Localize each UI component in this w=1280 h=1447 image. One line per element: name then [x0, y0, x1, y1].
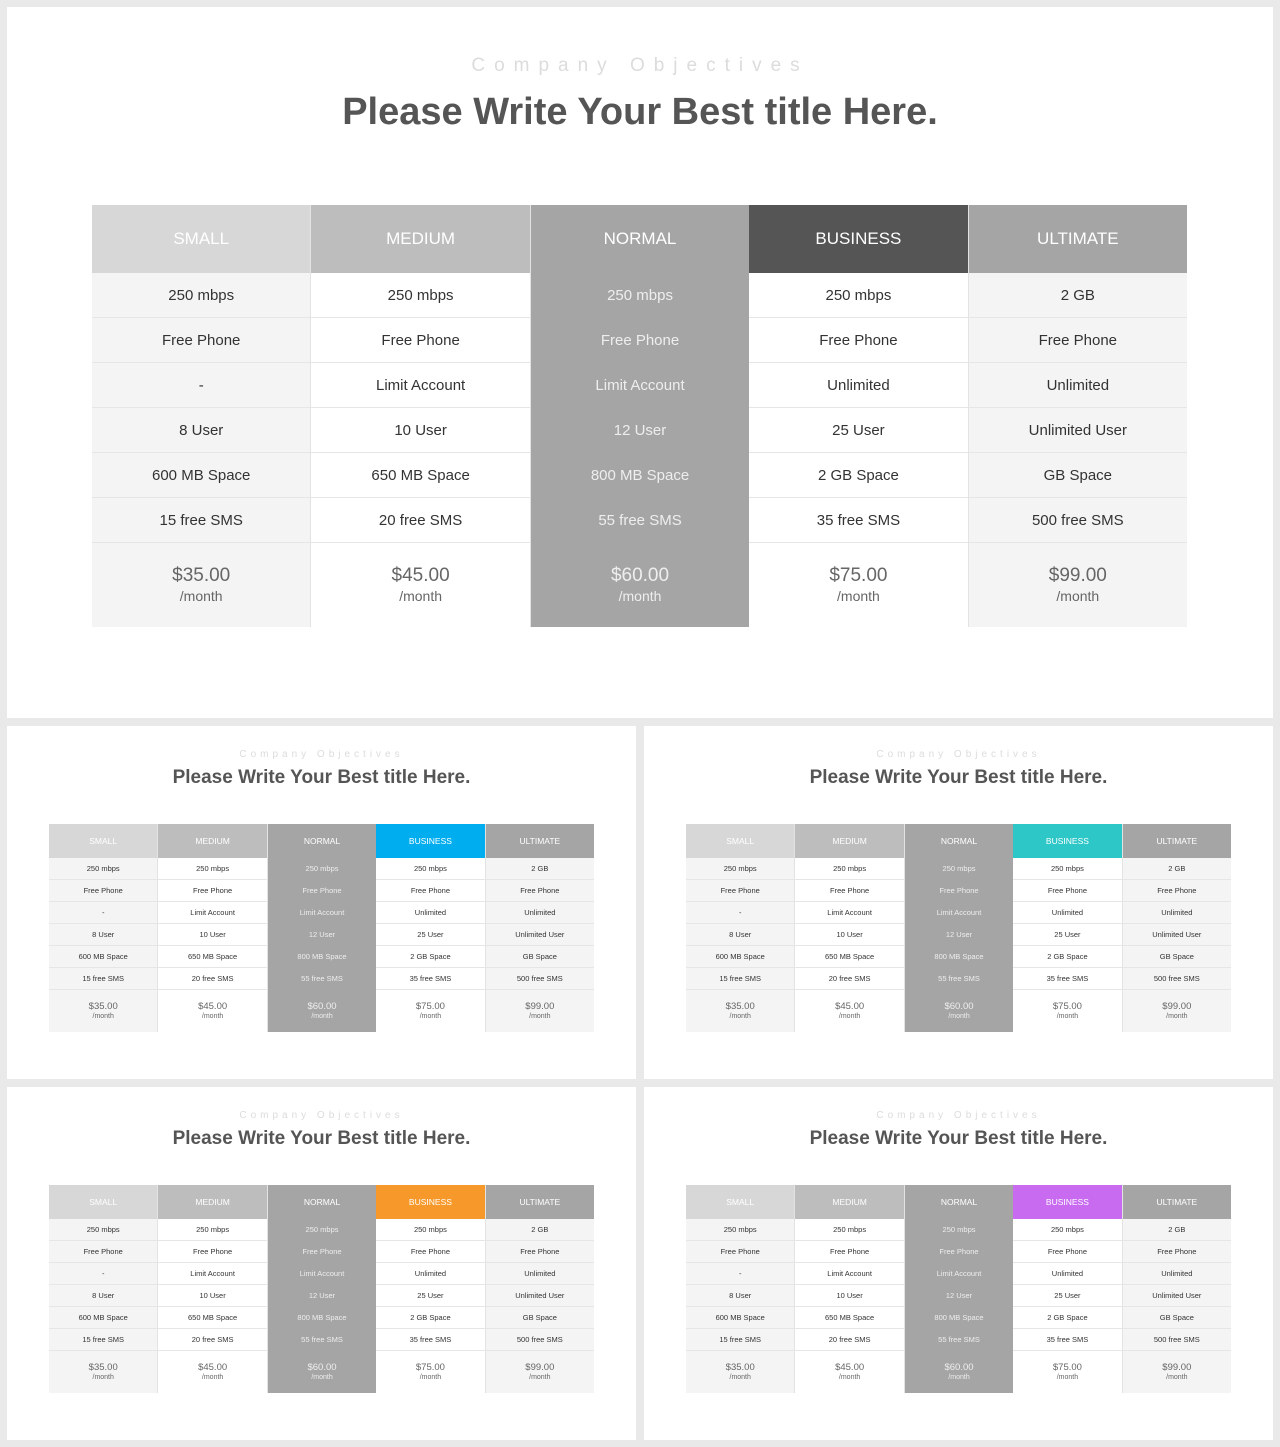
plan-feature-sms: 35 free SMS: [376, 1329, 484, 1351]
plan-feature-sms: 15 free SMS: [92, 498, 310, 543]
plan-feature-phone: Free Phone: [905, 880, 1013, 902]
plan-header: ULTIMATE: [969, 205, 1187, 273]
plan-period: /month: [179, 588, 223, 604]
plan-price: $75.00: [415, 1362, 445, 1374]
plan-feature-sms: 20 free SMS: [795, 1329, 903, 1351]
plan-header: NORMAL: [905, 1185, 1013, 1219]
plan-feature-account: Unlimited: [969, 363, 1187, 408]
plan-price: $75.00: [1052, 1001, 1082, 1013]
plan-column-normal: [905, 1185, 1013, 1393]
plan-column-small: [92, 205, 311, 627]
plan-feature-users: 8 User: [49, 1285, 157, 1307]
pricing-table: [49, 1185, 594, 1393]
plan-feature-speed: 250 mbps: [686, 1219, 794, 1241]
plan-feature-account: Limit Account: [268, 902, 376, 924]
plan-header: ULTIMATE: [1123, 1185, 1231, 1219]
plan-feature-account: Limit Account: [531, 363, 749, 408]
plan-price-block: [1013, 990, 1121, 1032]
plan-column-normal: [268, 824, 376, 1032]
plan-header: ULTIMATE: [486, 1185, 594, 1219]
plan-feature-users: 10 User: [795, 1285, 903, 1307]
plan-header: SMALL: [92, 205, 310, 273]
plan-feature-space: 650 MB Space: [158, 946, 266, 968]
plan-price-block: [905, 1351, 1013, 1393]
plan-price: $60.00: [944, 1362, 974, 1374]
plan-feature-speed: 250 mbps: [158, 858, 266, 880]
plan-feature-space: 800 MB Space: [905, 946, 1013, 968]
plan-feature-sms: 500 free SMS: [969, 498, 1187, 543]
plan-period: /month: [618, 588, 662, 604]
plan-feature-phone: Free Phone: [49, 1241, 157, 1263]
plan-feature-space: GB Space: [486, 946, 594, 968]
plan-price-block: [311, 543, 529, 627]
plan-feature-account: Unlimited: [486, 902, 594, 924]
plan-feature-users: 12 User: [531, 408, 749, 453]
plan-period: /month: [1166, 1373, 1188, 1381]
plan-feature-speed: 250 mbps: [376, 1219, 484, 1241]
plan-feature-account: -: [92, 363, 310, 408]
plan-header: MEDIUM: [795, 824, 903, 858]
plan-feature-phone: Free Phone: [49, 880, 157, 902]
plan-header: ULTIMATE: [1123, 824, 1231, 858]
plan-header: ULTIMATE: [486, 824, 594, 858]
plan-feature-users: 10 User: [311, 408, 529, 453]
plan-feature-speed: 250 mbps: [158, 1219, 266, 1241]
plan-price: $45.00: [835, 1001, 865, 1013]
plan-price-block: [376, 1351, 484, 1393]
plan-header: BUSINESS: [376, 1185, 484, 1219]
plan-feature-sms: 55 free SMS: [268, 968, 376, 990]
plan-period: /month: [92, 1373, 114, 1381]
plan-feature-space: 600 MB Space: [686, 1307, 794, 1329]
plan-header: BUSINESS: [1013, 1185, 1121, 1219]
plan-header: NORMAL: [531, 205, 749, 273]
plan-price: $35.00: [172, 565, 231, 587]
plan-price: $99.00: [1162, 1362, 1192, 1374]
plan-feature-space: 800 MB Space: [268, 1307, 376, 1329]
plan-price-block: [1013, 1351, 1121, 1393]
plan-price: $60.00: [307, 1362, 337, 1374]
plan-feature-phone: Free Phone: [749, 318, 967, 363]
plan-column-small: [686, 824, 795, 1032]
plan-column-small: [49, 1185, 158, 1393]
plan-feature-sms: 55 free SMS: [531, 498, 749, 543]
slide-title: Please Write Your Best title Here.: [172, 1128, 471, 1149]
plan-period: /month: [201, 1373, 224, 1381]
plan-feature-users: 10 User: [158, 924, 266, 946]
plan-price: $35.00: [88, 1001, 118, 1013]
slide-variant-teal: [644, 726, 1273, 1079]
plan-period: /month: [729, 1012, 751, 1020]
plan-feature-users: 8 User: [92, 408, 310, 453]
plan-column-ultimate: [486, 1185, 594, 1393]
plan-feature-phone: Free Phone: [905, 1241, 1013, 1263]
plan-feature-phone: Free Phone: [486, 880, 594, 902]
plan-feature-account: Limit Account: [311, 363, 529, 408]
plan-header: MEDIUM: [158, 1185, 266, 1219]
plan-feature-sms: 500 free SMS: [486, 1329, 594, 1351]
slide-variant-blue: [7, 726, 636, 1079]
plan-feature-phone: Free Phone: [376, 880, 484, 902]
plan-header: NORMAL: [268, 824, 376, 858]
slide-subtitle: Company Objectives: [239, 749, 404, 760]
plan-feature-sms: 20 free SMS: [311, 498, 529, 543]
slide-title: Please Write Your Best title Here.: [809, 1128, 1108, 1149]
plan-feature-sms: 15 free SMS: [686, 968, 794, 990]
plan-feature-sms: 15 free SMS: [49, 968, 157, 990]
plan-price-block: [905, 990, 1013, 1032]
plan-feature-sms: 35 free SMS: [1013, 968, 1121, 990]
slide-subtitle: Company Objectives: [876, 749, 1041, 760]
plan-price: $35.00: [725, 1362, 755, 1374]
plan-feature-sms: 20 free SMS: [158, 968, 266, 990]
plan-feature-users: Unlimited User: [969, 408, 1187, 453]
plan-feature-sms: 35 free SMS: [376, 968, 484, 990]
plan-feature-users: 12 User: [905, 1285, 1013, 1307]
plan-header: MEDIUM: [311, 205, 529, 273]
plan-price: $60.00: [610, 565, 670, 587]
plan-column-normal: [531, 205, 749, 627]
plan-feature-speed: 2 GB: [1123, 858, 1231, 880]
plan-header: SMALL: [49, 1185, 157, 1219]
plan-feature-speed: 250 mbps: [268, 858, 376, 880]
plan-period: /month: [419, 1373, 442, 1381]
plan-feature-users: Unlimited User: [486, 924, 594, 946]
plan-feature-speed: 2 GB: [969, 273, 1187, 318]
slide-title: Please Write Your Best title Here.: [172, 767, 471, 788]
plan-feature-speed: 250 mbps: [376, 858, 484, 880]
plan-price-block: [49, 990, 157, 1032]
plan-feature-users: 12 User: [268, 924, 376, 946]
plan-column-business: [376, 1185, 485, 1393]
plan-price-block: [158, 990, 266, 1032]
plan-header: SMALL: [686, 824, 794, 858]
plan-feature-speed: 2 GB: [1123, 1219, 1231, 1241]
plan-column-small: [686, 1185, 795, 1393]
slide-main: [7, 7, 1273, 718]
plan-column-normal: [905, 824, 1013, 1032]
plan-feature-account: Limit Account: [158, 902, 266, 924]
plan-feature-space: 650 MB Space: [795, 946, 903, 968]
plan-feature-users: 25 User: [749, 408, 967, 453]
plan-header: NORMAL: [905, 824, 1013, 858]
plan-feature-sms: 20 free SMS: [158, 1329, 266, 1351]
plan-feature-speed: 250 mbps: [1013, 1219, 1121, 1241]
plan-column-ultimate: [1123, 824, 1231, 1032]
plan-feature-space: 600 MB Space: [686, 946, 794, 968]
plan-feature-account: Unlimited: [376, 902, 484, 924]
plan-feature-speed: 250 mbps: [686, 858, 794, 880]
plan-column-medium: [158, 824, 267, 1032]
plan-price-block: [268, 990, 376, 1032]
plan-feature-account: Unlimited: [1013, 902, 1121, 924]
plan-feature-account: Limit Account: [795, 1263, 903, 1285]
plan-price: $45.00: [198, 1362, 228, 1374]
plan-price-block: [1123, 990, 1231, 1032]
plan-feature-phone: Free Phone: [531, 318, 749, 363]
plan-price: $99.00: [1048, 565, 1107, 587]
plan-feature-users: 25 User: [1013, 1285, 1121, 1307]
plan-feature-speed: 250 mbps: [49, 858, 157, 880]
plan-feature-sms: 55 free SMS: [268, 1329, 376, 1351]
plan-column-ultimate: [1123, 1185, 1231, 1393]
plan-feature-phone: Free Phone: [311, 318, 529, 363]
plan-header: BUSINESS: [376, 824, 484, 858]
plan-feature-phone: Free Phone: [1123, 1241, 1231, 1263]
plan-feature-space: 650 MB Space: [795, 1307, 903, 1329]
plan-feature-speed: 250 mbps: [268, 1219, 376, 1241]
plan-column-medium: [158, 1185, 267, 1393]
plan-period: /month: [92, 1012, 114, 1020]
plan-feature-account: -: [49, 1263, 157, 1285]
plan-feature-space: GB Space: [1123, 946, 1231, 968]
plan-feature-phone: Free Phone: [92, 318, 310, 363]
plan-feature-space: 600 MB Space: [49, 946, 157, 968]
pricing-table: [686, 824, 1231, 1032]
plan-feature-account: Unlimited: [486, 1263, 594, 1285]
plan-feature-phone: Free Phone: [686, 1241, 794, 1263]
plan-feature-account: -: [686, 1263, 794, 1285]
plan-feature-speed: 250 mbps: [749, 273, 967, 318]
plan-header: SMALL: [49, 824, 157, 858]
plan-feature-speed: 250 mbps: [795, 1219, 903, 1241]
plan-feature-account: Unlimited: [749, 363, 967, 408]
plan-period: /month: [311, 1012, 333, 1020]
plan-price-block: [376, 990, 484, 1032]
plan-feature-users: Unlimited User: [1123, 1285, 1231, 1307]
plan-feature-account: Limit Account: [158, 1263, 266, 1285]
plan-period: /month: [529, 1012, 551, 1020]
plan-header: BUSINESS: [1013, 824, 1121, 858]
plan-price-block: [1123, 1351, 1231, 1393]
plan-feature-users: 10 User: [795, 924, 903, 946]
plan-feature-users: 8 User: [686, 924, 794, 946]
plan-price-block: [531, 543, 749, 627]
plan-price: $75.00: [415, 1001, 445, 1013]
slide-title: Please Write Your Best title Here.: [342, 91, 938, 133]
plan-feature-speed: 250 mbps: [795, 858, 903, 880]
plan-feature-space: GB Space: [1123, 1307, 1231, 1329]
plan-feature-speed: 250 mbps: [905, 1219, 1013, 1241]
plan-feature-phone: Free Phone: [795, 1241, 903, 1263]
slide-subtitle: Company Objectives: [239, 1110, 404, 1121]
plan-feature-account: -: [686, 902, 794, 924]
plan-period: /month: [838, 1012, 861, 1020]
pricing-table: [49, 824, 594, 1032]
plan-feature-phone: Free Phone: [969, 318, 1187, 363]
plan-feature-space: GB Space: [969, 453, 1187, 498]
plan-price-block: [49, 1351, 157, 1393]
plan-feature-sms: 15 free SMS: [49, 1329, 157, 1351]
plan-column-ultimate: [486, 824, 594, 1032]
plan-period: /month: [529, 1373, 551, 1381]
plan-feature-account: Limit Account: [795, 902, 903, 924]
plan-feature-users: 25 User: [376, 924, 484, 946]
plan-feature-speed: 250 mbps: [1013, 858, 1121, 880]
plan-feature-speed: 2 GB: [486, 858, 594, 880]
plan-price: $45.00: [391, 565, 450, 587]
plan-feature-space: 2 GB Space: [1013, 1307, 1121, 1329]
plan-price: $45.00: [198, 1001, 228, 1013]
plan-feature-account: Limit Account: [905, 902, 1013, 924]
plan-feature-account: Unlimited: [1123, 902, 1231, 924]
plan-period: /month: [1056, 588, 1100, 604]
plan-price-block: [795, 1351, 903, 1393]
plan-period: /month: [1166, 1012, 1188, 1020]
plan-column-medium: [311, 205, 530, 627]
plan-feature-phone: Free Phone: [1013, 1241, 1121, 1263]
plan-period: /month: [311, 1373, 333, 1381]
plan-column-medium: [795, 1185, 904, 1393]
plan-feature-space: 600 MB Space: [49, 1307, 157, 1329]
plan-feature-sms: 35 free SMS: [1013, 1329, 1121, 1351]
plan-column-business: [749, 205, 968, 627]
plan-feature-space: 800 MB Space: [905, 1307, 1013, 1329]
plan-column-small: [49, 824, 158, 1032]
plan-feature-sms: 500 free SMS: [1123, 968, 1231, 990]
plan-price: $60.00: [307, 1001, 337, 1013]
plan-header: MEDIUM: [795, 1185, 903, 1219]
plan-period: /month: [838, 1373, 861, 1381]
plan-feature-users: Unlimited User: [1123, 924, 1231, 946]
plan-period: /month: [201, 1012, 224, 1020]
plan-feature-users: 10 User: [158, 1285, 266, 1307]
plan-feature-phone: Free Phone: [1123, 880, 1231, 902]
slide-variant-purple: [644, 1087, 1273, 1440]
plan-feature-sms: 15 free SMS: [686, 1329, 794, 1351]
plan-feature-space: 2 GB Space: [749, 453, 967, 498]
plan-feature-phone: Free Phone: [158, 1241, 266, 1263]
plan-feature-sms: 35 free SMS: [749, 498, 967, 543]
plan-price: $75.00: [829, 565, 888, 587]
plan-price-block: [795, 990, 903, 1032]
plan-feature-sms: 55 free SMS: [905, 968, 1013, 990]
plan-feature-users: Unlimited User: [486, 1285, 594, 1307]
plan-price: $35.00: [88, 1362, 118, 1374]
plan-feature-space: 650 MB Space: [311, 453, 529, 498]
slide-variant-orange: [7, 1087, 636, 1440]
plan-period: /month: [1056, 1012, 1079, 1020]
plan-feature-users: 25 User: [1013, 924, 1121, 946]
slide-subtitle: Company Objectives: [471, 55, 809, 76]
plan-feature-users: 8 User: [686, 1285, 794, 1307]
plan-header: NORMAL: [268, 1185, 376, 1219]
plan-price: $99.00: [525, 1001, 555, 1013]
plan-feature-account: -: [49, 902, 157, 924]
slide-title: Please Write Your Best title Here.: [809, 767, 1108, 788]
plan-feature-account: Unlimited: [376, 1263, 484, 1285]
plan-price: $45.00: [835, 1362, 865, 1374]
plan-period: /month: [729, 1373, 751, 1381]
plan-feature-speed: 2 GB: [486, 1219, 594, 1241]
plan-feature-space: GB Space: [486, 1307, 594, 1329]
plan-feature-phone: Free Phone: [376, 1241, 484, 1263]
plan-feature-phone: Free Phone: [486, 1241, 594, 1263]
plan-price-block: [158, 1351, 266, 1393]
plan-feature-account: Limit Account: [268, 1263, 376, 1285]
plan-price: $99.00: [525, 1362, 555, 1374]
plan-feature-users: 25 User: [376, 1285, 484, 1307]
pricing-table: [686, 1185, 1231, 1393]
plan-feature-users: 8 User: [49, 924, 157, 946]
plan-feature-sms: 500 free SMS: [1123, 1329, 1231, 1351]
plan-period: /month: [837, 588, 880, 604]
plan-price-block: [92, 543, 310, 627]
plan-column-ultimate: [969, 205, 1187, 627]
plan-price: $99.00: [1162, 1001, 1192, 1013]
plan-price: $75.00: [1052, 1362, 1082, 1374]
plan-price-block: [268, 1351, 376, 1393]
plan-header: SMALL: [686, 1185, 794, 1219]
plan-feature-speed: 250 mbps: [905, 858, 1013, 880]
plan-period: /month: [1056, 1373, 1079, 1381]
plan-feature-space: 2 GB Space: [376, 1307, 484, 1329]
plan-price-block: [486, 990, 594, 1032]
plan-feature-sms: 20 free SMS: [795, 968, 903, 990]
pricing-table: [92, 205, 1187, 627]
plan-feature-space: 800 MB Space: [531, 453, 749, 498]
plan-header: MEDIUM: [158, 824, 266, 858]
plan-column-normal: [268, 1185, 376, 1393]
plan-feature-space: 650 MB Space: [158, 1307, 266, 1329]
plan-feature-speed: 250 mbps: [531, 273, 749, 318]
plan-column-business: [376, 824, 485, 1032]
plan-period: /month: [419, 1012, 442, 1020]
plan-price: $60.00: [944, 1001, 974, 1013]
plan-feature-phone: Free Phone: [268, 1241, 376, 1263]
plan-period: /month: [948, 1373, 970, 1381]
plan-feature-space: 800 MB Space: [268, 946, 376, 968]
plan-feature-account: Unlimited: [1013, 1263, 1121, 1285]
plan-feature-space: 2 GB Space: [376, 946, 484, 968]
plan-price-block: [749, 543, 967, 627]
plan-feature-phone: Free Phone: [795, 880, 903, 902]
plan-price-block: [686, 1351, 794, 1393]
plan-column-medium: [795, 824, 904, 1032]
plan-feature-space: 2 GB Space: [1013, 946, 1121, 968]
plan-price-block: [686, 990, 794, 1032]
plan-feature-sms: 500 free SMS: [486, 968, 594, 990]
plan-feature-phone: Free Phone: [1013, 880, 1121, 902]
plan-feature-space: 600 MB Space: [92, 453, 310, 498]
plan-price-block: [969, 543, 1187, 627]
plan-feature-phone: Free Phone: [158, 880, 266, 902]
plan-feature-speed: 250 mbps: [92, 273, 310, 318]
plan-feature-account: Unlimited: [1123, 1263, 1231, 1285]
plan-column-business: [1013, 1185, 1122, 1393]
plan-feature-speed: 250 mbps: [311, 273, 529, 318]
plan-feature-account: Limit Account: [905, 1263, 1013, 1285]
plan-header: BUSINESS: [749, 205, 967, 273]
plan-column-business: [1013, 824, 1122, 1032]
plan-price: $35.00: [725, 1001, 755, 1013]
plan-feature-sms: 55 free SMS: [905, 1329, 1013, 1351]
plan-feature-phone: Free Phone: [686, 880, 794, 902]
plan-feature-users: 12 User: [268, 1285, 376, 1307]
plan-feature-users: 12 User: [905, 924, 1013, 946]
plan-price-block: [486, 1351, 594, 1393]
slide-subtitle: Company Objectives: [876, 1110, 1041, 1121]
plan-feature-phone: Free Phone: [268, 880, 376, 902]
plan-feature-speed: 250 mbps: [49, 1219, 157, 1241]
plan-period: /month: [948, 1012, 970, 1020]
plan-period: /month: [399, 588, 443, 604]
